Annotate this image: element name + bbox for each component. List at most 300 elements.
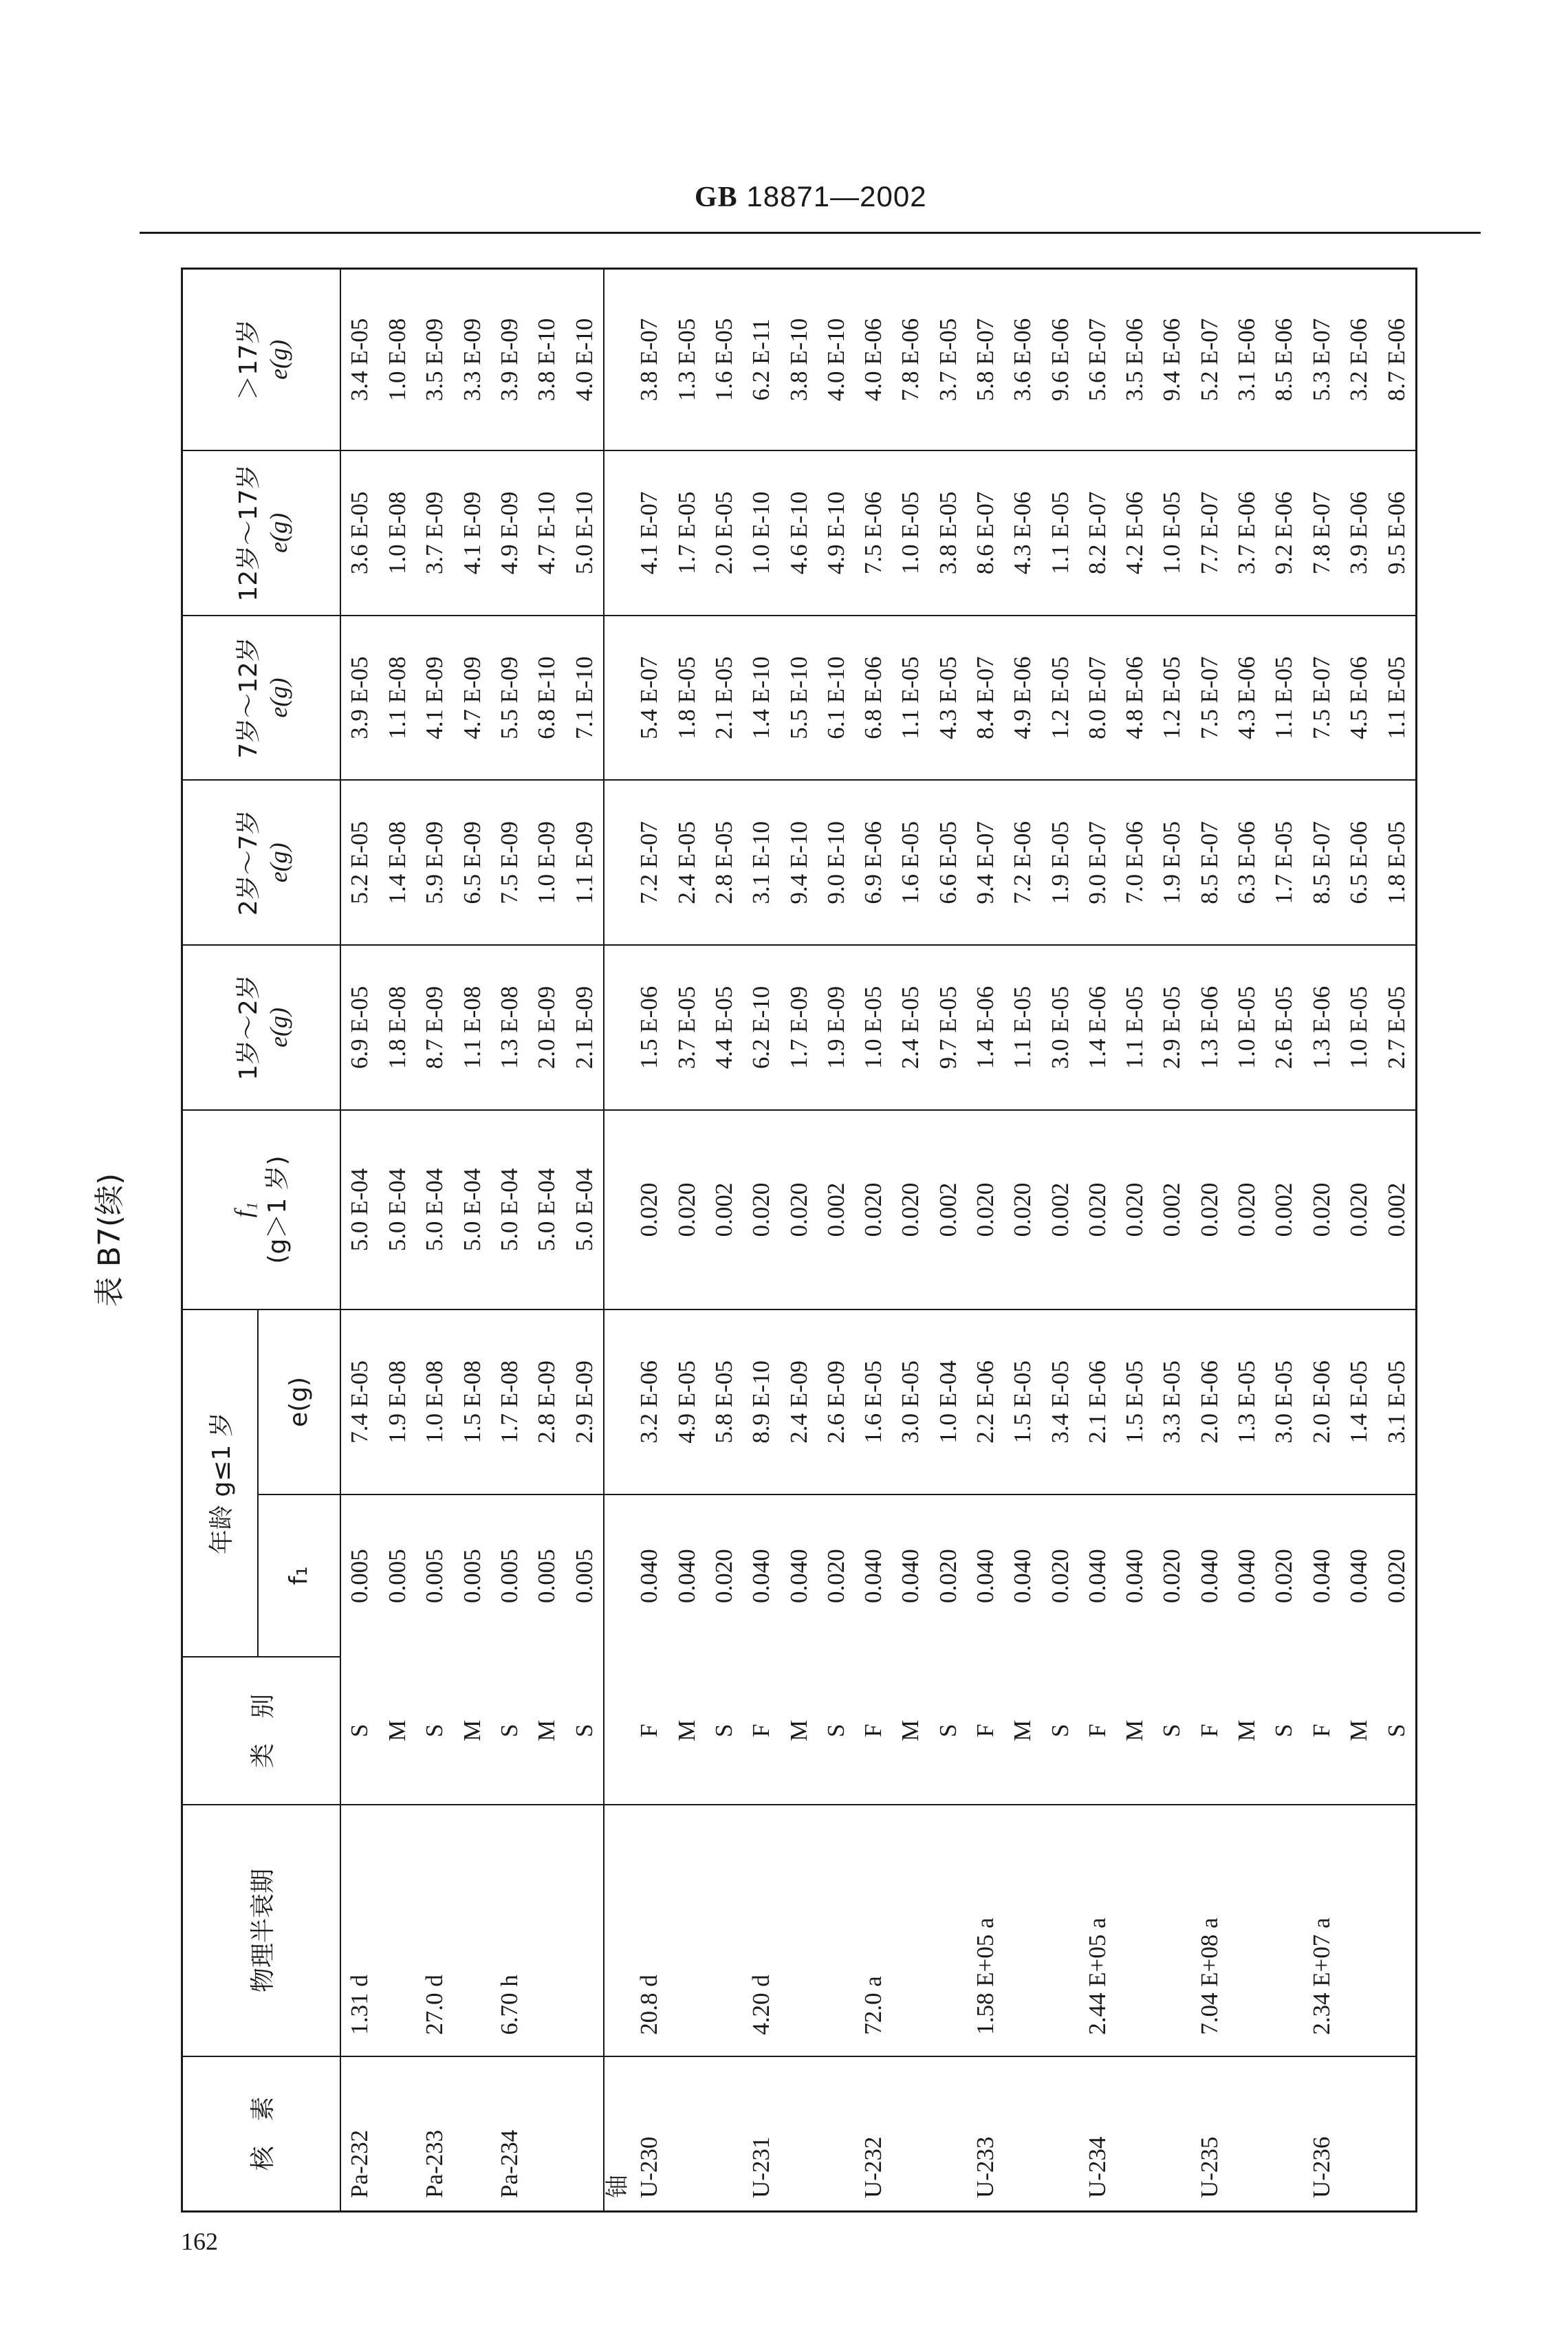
category-cell: S: [346, 1724, 373, 1738]
element-row-blank: [604, 1110, 631, 1309]
infant-e-cell: 3.0 E-05: [892, 1309, 929, 1494]
e-age-2-7-cell: 1.7 E-05: [1265, 780, 1303, 945]
category-cell: F: [748, 1724, 775, 1738]
half-life-cell: [1340, 1805, 1377, 2056]
nuclide-cell: [1340, 2056, 1377, 2212]
table-row: [1378, 269, 1417, 2212]
e-age-1-2-cell: 8.7 E-09: [416, 945, 453, 1110]
element-row-blank: [604, 616, 631, 781]
f1-older-cell: 0.020: [1116, 1110, 1153, 1309]
e-age-2-7-cell: 2.4 E-05: [668, 780, 705, 945]
half-life-cell: [528, 1805, 565, 2056]
half-life-cell: [1228, 1805, 1265, 2056]
nuclide-cell: [1228, 2056, 1265, 2212]
nuclide-cell: U-233: [966, 2056, 1003, 2212]
e-age-7-12-cell: 2.1 E-05: [705, 616, 742, 781]
nuclide-cell: [817, 2056, 854, 2212]
f1-older-cell: 0.002: [817, 1110, 854, 1309]
e-age-17-cell: 9.6 E-06: [1041, 269, 1078, 451]
table-row: [892, 269, 929, 2212]
half-life-cell: 1.58 E+05 a: [966, 1805, 1003, 2056]
half-life-cell: [817, 1805, 854, 2056]
header-age-17-eg: e(g): [265, 340, 293, 380]
element-row-blank: [604, 780, 631, 945]
nuclide-cell: [453, 2056, 490, 2212]
half-life-cell: 20.8 d: [631, 1805, 668, 2056]
infant-f1-cell: 0.040: [743, 1494, 780, 1657]
e-age-1-2-cell: 1.1 E-08: [453, 945, 490, 1110]
e-age-7-12-cell: 4.9 E-06: [1004, 616, 1041, 781]
e-age-17-cell: 3.5 E-09: [416, 269, 453, 451]
f1-older-cell: 0.002: [1265, 1110, 1303, 1309]
e-age-1-2-cell: 3.7 E-05: [668, 945, 705, 1110]
e-age-12-17-cell: 8.6 E-07: [966, 450, 1003, 616]
header-category: 类 别: [182, 1657, 340, 1805]
half-life-cell: 7.04 E+08 a: [1190, 1805, 1228, 2056]
e-age-1-2-cell: 1.4 E-06: [966, 945, 1003, 1110]
category-cell: M: [1233, 1719, 1261, 1741]
infant-f1-cell: 0.020: [1378, 1494, 1417, 1657]
e-age-17-cell: 9.4 E-06: [1153, 269, 1190, 451]
infant-e-cell: 3.3 E-05: [1153, 1309, 1190, 1494]
e-age-1-2-cell: 2.4 E-05: [892, 945, 929, 1110]
e-age-17-cell: 3.7 E-05: [929, 269, 966, 451]
infant-e-cell: 3.0 E-05: [1265, 1309, 1303, 1494]
f1-older-cell: 0.020: [854, 1110, 891, 1309]
table-row: [1004, 269, 1041, 2212]
half-life-cell: 27.0 d: [416, 1805, 453, 2056]
infant-f1-cell: 0.020: [817, 1494, 854, 1657]
half-life-cell: 1.31 d: [340, 1805, 379, 2056]
header-infant-group: 年龄 g≤1 岁: [182, 1309, 258, 1657]
element-row-blank: [604, 1657, 631, 1805]
infant-f1-cell: 0.005: [416, 1494, 453, 1657]
nuclide-cell: [705, 2056, 742, 2212]
element-row: [604, 269, 631, 2212]
category-cell: S: [1158, 1724, 1186, 1738]
table-row: [1303, 269, 1340, 2212]
header-infant-e: e(g): [258, 1309, 340, 1494]
e-age-1-2-cell: 6.9 E-05: [340, 945, 379, 1110]
f1-older-cell: 0.002: [705, 1110, 742, 1309]
e-age-12-17-cell: 1.0 E-08: [378, 450, 415, 616]
e-age-17-cell: 5.8 E-07: [966, 269, 1003, 451]
e-age-7-12-cell: 6.1 E-10: [817, 616, 854, 781]
e-age-17-cell: 3.9 E-09: [490, 269, 527, 451]
e-age-1-2-cell: 1.1 E-05: [1004, 945, 1041, 1110]
e-age-7-12-cell: 1.4 E-10: [743, 616, 780, 781]
e-age-7-12-cell: 1.2 E-05: [1153, 616, 1190, 781]
e-age-17-cell: 1.3 E-05: [668, 269, 705, 451]
e-age-7-12-cell: 4.5 E-06: [1340, 616, 1377, 781]
e-age-2-7-cell: 1.6 E-05: [892, 780, 929, 945]
e-age-7-12-cell: 6.8 E-10: [528, 616, 565, 781]
e-age-1-2-cell: 9.7 E-05: [929, 945, 966, 1110]
f1-older-cell: 0.020: [966, 1110, 1003, 1309]
half-life-cell: [378, 1805, 415, 2056]
e-age-7-12-cell: 1.1 E-05: [1265, 616, 1303, 781]
e-age-17-cell: 3.1 E-06: [1228, 269, 1265, 451]
table-row: [1078, 269, 1115, 2212]
infant-e-cell: 2.0 E-06: [1190, 1309, 1228, 1494]
e-age-7-12-cell: 7.5 E-07: [1190, 616, 1228, 781]
e-age-17-cell: 4.0 E-10: [817, 269, 854, 451]
e-age-2-7-cell: 8.5 E-07: [1303, 780, 1340, 945]
infant-f1-cell: 0.040: [1340, 1494, 1377, 1657]
half-life-cell: [705, 1805, 742, 2056]
infant-e-cell: 5.8 E-05: [705, 1309, 742, 1494]
e-age-17-cell: 5.6 E-07: [1078, 269, 1115, 451]
infant-e-cell: 2.6 E-09: [817, 1309, 854, 1494]
infant-f1-cell: 0.040: [1190, 1494, 1228, 1657]
infant-e-cell: 3.4 E-05: [1041, 1309, 1078, 1494]
e-age-12-17-cell: 4.7 E-10: [528, 450, 565, 616]
f1-older-cell: 0.020: [743, 1110, 780, 1309]
element-row-blank: [604, 945, 631, 1110]
e-age-7-12-cell: 3.9 E-05: [340, 616, 379, 781]
category-cell: S: [495, 1724, 523, 1738]
e-age-2-7-cell: 7.5 E-09: [490, 780, 527, 945]
infant-f1-cell: 0.020: [1041, 1494, 1078, 1657]
nuclide-cell: Pa-234: [490, 2056, 527, 2212]
e-age-2-7-cell: 6.5 E-09: [453, 780, 490, 945]
e-age-17-cell: 3.8 E-07: [631, 269, 668, 451]
infant-e-cell: 1.5 E-05: [1004, 1309, 1041, 1494]
e-age-7-12-cell: 5.4 E-07: [631, 616, 668, 781]
e-age-1-2-cell: 3.0 E-05: [1041, 945, 1078, 1110]
e-age-2-7-cell: 1.1 E-09: [565, 780, 604, 945]
e-age-2-7-cell: 1.9 E-05: [1153, 780, 1190, 945]
infant-f1-cell: 0.005: [453, 1494, 490, 1657]
e-age-1-2-cell: 2.0 E-09: [528, 945, 565, 1110]
infant-f1-cell: 0.040: [1004, 1494, 1041, 1657]
infant-f1-cell: 0.020: [705, 1494, 742, 1657]
header-age-7-12-label: 7岁～12岁: [235, 637, 263, 759]
nuclide-cell: [780, 2056, 817, 2212]
f1-older-cell: 0.020: [631, 1110, 668, 1309]
infant-e-cell: 1.0 E-04: [929, 1309, 966, 1494]
f1-older-cell: 0.002: [1041, 1110, 1078, 1309]
half-life-cell: 6.70 h: [490, 1805, 527, 2056]
dose-coefficient-table: [181, 268, 1417, 2213]
table-row: [668, 269, 705, 2212]
nuclide-cell: U-236: [1303, 2056, 1340, 2212]
infant-f1-cell: 0.040: [1303, 1494, 1340, 1657]
category-cell: M: [1344, 1719, 1372, 1741]
header-half-life: 物理半衰期: [182, 1805, 340, 2056]
nuclide-cell: [668, 2056, 705, 2212]
category-cell: M: [1009, 1719, 1036, 1741]
category-cell: S: [1382, 1724, 1410, 1738]
infant-e-cell: 4.9 E-05: [668, 1309, 705, 1494]
header-age-17-label: ＞17岁: [235, 319, 263, 400]
e-age-12-17-cell: 4.6 E-10: [780, 450, 817, 616]
e-age-2-7-cell: 6.3 E-06: [1228, 780, 1265, 945]
e-age-7-12-cell: 6.8 E-06: [854, 616, 891, 781]
f1-older-cell: 5.0 E-04: [528, 1110, 565, 1309]
header-age-7-12: [182, 616, 340, 781]
infant-f1-cell: 0.040: [892, 1494, 929, 1657]
category-cell: F: [1307, 1724, 1335, 1738]
e-age-12-17-cell: 4.1 E-07: [631, 450, 668, 616]
e-age-7-12-cell: 7.5 E-07: [1303, 616, 1340, 781]
table-row: [565, 269, 604, 2212]
e-age-12-17-cell: 9.5 E-06: [1378, 450, 1417, 616]
infant-f1-cell: 0.005: [528, 1494, 565, 1657]
infant-e-cell: 3.2 E-06: [631, 1309, 668, 1494]
e-age-2-7-cell: 9.0 E-07: [1078, 780, 1115, 945]
infant-f1-cell: 0.005: [490, 1494, 527, 1657]
table-body: [340, 269, 1417, 2212]
e-age-2-7-cell: 7.2 E-07: [631, 780, 668, 945]
infant-e-cell: 1.9 E-08: [378, 1309, 415, 1494]
f1-older-cell: 0.020: [892, 1110, 929, 1309]
e-age-12-17-cell: 3.6 E-05: [340, 450, 379, 616]
header-nuclide: 核 素: [182, 2056, 340, 2212]
half-life-cell: [1265, 1805, 1303, 2056]
e-age-2-7-cell: 6.9 E-06: [854, 780, 891, 945]
e-age-12-17-cell: 1.1 E-05: [1041, 450, 1078, 616]
e-age-2-7-cell: 3.1 E-10: [743, 780, 780, 945]
table-row: [1228, 269, 1265, 2212]
table-row: [453, 269, 490, 2212]
e-age-7-12-cell: 1.1 E-08: [378, 616, 415, 781]
table-row: [1116, 269, 1153, 2212]
half-life-cell: [1153, 1805, 1190, 2056]
nuclide-cell: [1004, 2056, 1041, 2212]
e-age-2-7-cell: 8.5 E-07: [1190, 780, 1228, 945]
e-age-17-cell: 3.3 E-09: [453, 269, 490, 451]
table-row: [1190, 269, 1228, 2212]
category-cell: M: [533, 1719, 560, 1741]
e-age-7-12-cell: 4.7 E-09: [453, 616, 490, 781]
e-age-17-cell: 6.2 E-11: [743, 269, 780, 451]
nuclide-cell: [1041, 2056, 1078, 2212]
e-age-1-2-cell: 2.1 E-09: [565, 945, 604, 1110]
e-age-1-2-cell: 6.2 E-10: [743, 945, 780, 1110]
infant-f1-cell: 0.020: [1153, 1494, 1190, 1657]
e-age-12-17-cell: 1.0 E-05: [1153, 450, 1190, 616]
e-age-12-17-cell: 1.0 E-05: [892, 450, 929, 616]
e-age-2-7-cell: 5.2 E-05: [340, 780, 379, 945]
infant-e-cell: 2.8 E-09: [528, 1309, 565, 1494]
e-age-1-2-cell: 1.8 E-08: [378, 945, 415, 1110]
element-row-blank: [604, 1805, 631, 2056]
standard-number: 18871—2002: [746, 180, 927, 213]
e-age-12-17-cell: 4.9 E-09: [490, 450, 527, 616]
e-age-1-2-cell: 1.1 E-05: [1116, 945, 1153, 1110]
e-age-7-12-cell: 4.8 E-06: [1116, 616, 1153, 781]
e-age-2-7-cell: 5.9 E-09: [416, 780, 453, 945]
infant-f1-cell: 0.005: [378, 1494, 415, 1657]
e-age-17-cell: 3.8 E-10: [780, 269, 817, 451]
f1-older-cell: 0.020: [1004, 1110, 1041, 1309]
e-age-7-12-cell: 4.1 E-09: [416, 616, 453, 781]
f1-older-cell: 5.0 E-04: [416, 1110, 453, 1309]
half-life-cell: [1041, 1805, 1078, 2056]
infant-f1-cell: 0.040: [854, 1494, 891, 1657]
nuclide-cell: [528, 2056, 565, 2212]
f1-older-cell: 0.002: [1153, 1110, 1190, 1309]
e-age-1-2-cell: 2.7 E-05: [1378, 945, 1417, 1110]
half-life-cell: 72.0 a: [854, 1805, 891, 2056]
table-row: [490, 269, 527, 2212]
header-f1-older-note: (g＞1 岁): [263, 1155, 292, 1264]
f1-older-cell: 0.020: [1078, 1110, 1115, 1309]
category-cell: S: [934, 1724, 961, 1738]
header-age-7-12-eg: e(g): [265, 677, 293, 718]
rotated-table-block: [92, 268, 1417, 2213]
element-name: 铀: [604, 2056, 631, 2212]
e-age-17-cell: 1.0 E-08: [378, 269, 415, 451]
e-age-1-2-cell: 2.6 E-05: [1265, 945, 1303, 1110]
e-age-17-cell: 5.2 E-07: [1190, 269, 1228, 451]
e-age-7-12-cell: 1.1 E-05: [892, 616, 929, 781]
nuclide-cell: [565, 2056, 604, 2212]
category-cell: S: [1046, 1724, 1074, 1738]
half-life-cell: 4.20 d: [743, 1805, 780, 2056]
category-cell: F: [1195, 1724, 1223, 1738]
table-row: [705, 269, 742, 2212]
header-age-1-2: [182, 945, 340, 1110]
category-cell: F: [860, 1724, 887, 1738]
table-row: [416, 269, 453, 2212]
e-age-17-cell: 3.6 E-06: [1004, 269, 1041, 451]
standard-header: [695, 180, 927, 214]
e-age-12-17-cell: 4.3 E-06: [1004, 450, 1041, 616]
infant-e-cell: 1.5 E-08: [453, 1309, 490, 1494]
infant-f1-cell: 0.040: [631, 1494, 668, 1657]
infant-e-cell: 1.5 E-05: [1116, 1309, 1153, 1494]
infant-e-cell: 1.7 E-08: [490, 1309, 527, 1494]
half-life-cell: [780, 1805, 817, 2056]
infant-f1-cell: 0.020: [929, 1494, 966, 1657]
infant-f1-cell: 0.040: [966, 1494, 1003, 1657]
table-row: [780, 269, 817, 2212]
infant-e-cell: 7.4 E-05: [340, 1309, 379, 1494]
category-cell: M: [1121, 1719, 1148, 1741]
f1-older-cell: 0.020: [1190, 1110, 1228, 1309]
e-age-12-17-cell: 9.2 E-06: [1265, 450, 1303, 616]
f1-older-cell: 0.020: [1340, 1110, 1377, 1309]
category-cell: F: [971, 1724, 999, 1738]
e-age-1-2-cell: 1.5 E-06: [631, 945, 668, 1110]
e-age-17-cell: 4.0 E-10: [565, 269, 604, 451]
e-age-12-17-cell: 8.2 E-07: [1078, 450, 1115, 616]
infant-e-cell: 3.1 E-05: [1378, 1309, 1417, 1494]
infant-e-cell: 1.6 E-05: [854, 1309, 891, 1494]
category-cell: S: [710, 1724, 737, 1738]
nuclide-cell: Pa-233: [416, 2056, 453, 2212]
half-life-cell: 2.44 E+05 a: [1078, 1805, 1115, 2056]
e-age-2-7-cell: 9.4 E-10: [780, 780, 817, 945]
nuclide-cell: [892, 2056, 929, 2212]
header-infant-f1: f₁: [258, 1494, 340, 1657]
half-life-cell: [453, 1805, 490, 2056]
infant-f1-cell: 0.040: [668, 1494, 705, 1657]
e-age-17-cell: 1.6 E-05: [705, 269, 742, 451]
f1-older-cell: 0.020: [668, 1110, 705, 1309]
e-age-2-7-cell: 9.0 E-10: [817, 780, 854, 945]
category-cell: S: [822, 1724, 849, 1738]
category-cell: M: [458, 1719, 486, 1741]
e-age-7-12-cell: 5.5 E-09: [490, 616, 527, 781]
f1-older-cell: 0.020: [780, 1110, 817, 1309]
element-row-blank: [604, 1309, 631, 1494]
infant-e-cell: 1.0 E-08: [416, 1309, 453, 1494]
e-age-12-17-cell: 4.9 E-10: [817, 450, 854, 616]
table-row: [378, 269, 415, 2212]
infant-e-cell: 2.4 E-09: [780, 1309, 817, 1494]
table-row: [1340, 269, 1377, 2212]
half-life-cell: [1116, 1805, 1153, 2056]
header-age-2-7-label: 2岁～7岁: [235, 809, 263, 916]
table-row: [528, 269, 565, 2212]
e-age-12-17-cell: 3.7 E-06: [1228, 450, 1265, 616]
table-row: [743, 269, 780, 2212]
header-age-2-7-eg: e(g): [265, 843, 293, 883]
standard-prefix: GB: [695, 182, 738, 213]
nuclide-cell: [1116, 2056, 1153, 2212]
e-age-12-17-cell: 3.8 E-05: [929, 450, 966, 616]
f1-older-cell: 5.0 E-04: [378, 1110, 415, 1309]
e-age-17-cell: 5.3 E-07: [1303, 269, 1340, 451]
e-age-1-2-cell: 1.3 E-06: [1303, 945, 1340, 1110]
e-age-17-cell: 8.7 E-06: [1378, 269, 1417, 451]
nuclide-cell: [929, 2056, 966, 2212]
category-cell: S: [565, 1657, 604, 1805]
e-age-2-7-cell: 9.4 E-07: [966, 780, 1003, 945]
e-age-7-12-cell: 5.5 E-10: [780, 616, 817, 781]
e-age-1-2-cell: 1.7 E-09: [780, 945, 817, 1110]
e-age-12-17-cell: 7.7 E-07: [1190, 450, 1228, 616]
table-row: [631, 269, 668, 2212]
infant-e-cell: 1.3 E-05: [1228, 1309, 1265, 1494]
e-age-7-12-cell: 1.1 E-05: [1378, 616, 1417, 781]
infant-e-cell: 2.2 E-06: [966, 1309, 1003, 1494]
f1-older-cell: 0.002: [1378, 1110, 1417, 1309]
nuclide-cell: Pa-232: [340, 2056, 379, 2212]
f1-older-cell: 0.002: [929, 1110, 966, 1309]
header-age-17: [182, 269, 340, 451]
header-f1-older: [182, 1110, 340, 1309]
f1-older-cell: 5.0 E-04: [565, 1110, 604, 1309]
table-row: [1265, 269, 1303, 2212]
e-age-7-12-cell: 1.2 E-05: [1041, 616, 1078, 781]
half-life-cell: [1004, 1805, 1041, 2056]
nuclide-cell: U-231: [743, 2056, 780, 2212]
e-age-1-2-cell: 1.0 E-05: [854, 945, 891, 1110]
half-life-cell: [1378, 1805, 1417, 2056]
e-age-17-cell: 3.4 E-05: [340, 269, 379, 451]
e-age-17-cell: 7.8 E-06: [892, 269, 929, 451]
header-age-12-17-eg: e(g): [265, 512, 293, 553]
nuclide-cell: [1153, 2056, 1190, 2212]
e-age-1-2-cell: 1.0 E-05: [1340, 945, 1377, 1110]
table-caption: 表 B7(续): [92, 1173, 127, 1307]
e-age-17-cell: 8.5 E-06: [1265, 269, 1303, 451]
category-cell: M: [785, 1719, 812, 1741]
nuclide-cell: U-232: [854, 2056, 891, 2212]
e-age-1-2-cell: 1.0 E-05: [1228, 945, 1265, 1110]
element-row-blank: [604, 1494, 631, 1657]
e-age-2-7-cell: 6.6 E-05: [929, 780, 966, 945]
category-cell: S: [1270, 1724, 1298, 1738]
e-age-12-17-cell: 3.7 E-09: [416, 450, 453, 616]
header-age-1-2-eg: e(g): [265, 1008, 293, 1047]
category-cell: M: [897, 1719, 924, 1741]
e-age-17-cell: 4.0 E-06: [854, 269, 891, 451]
